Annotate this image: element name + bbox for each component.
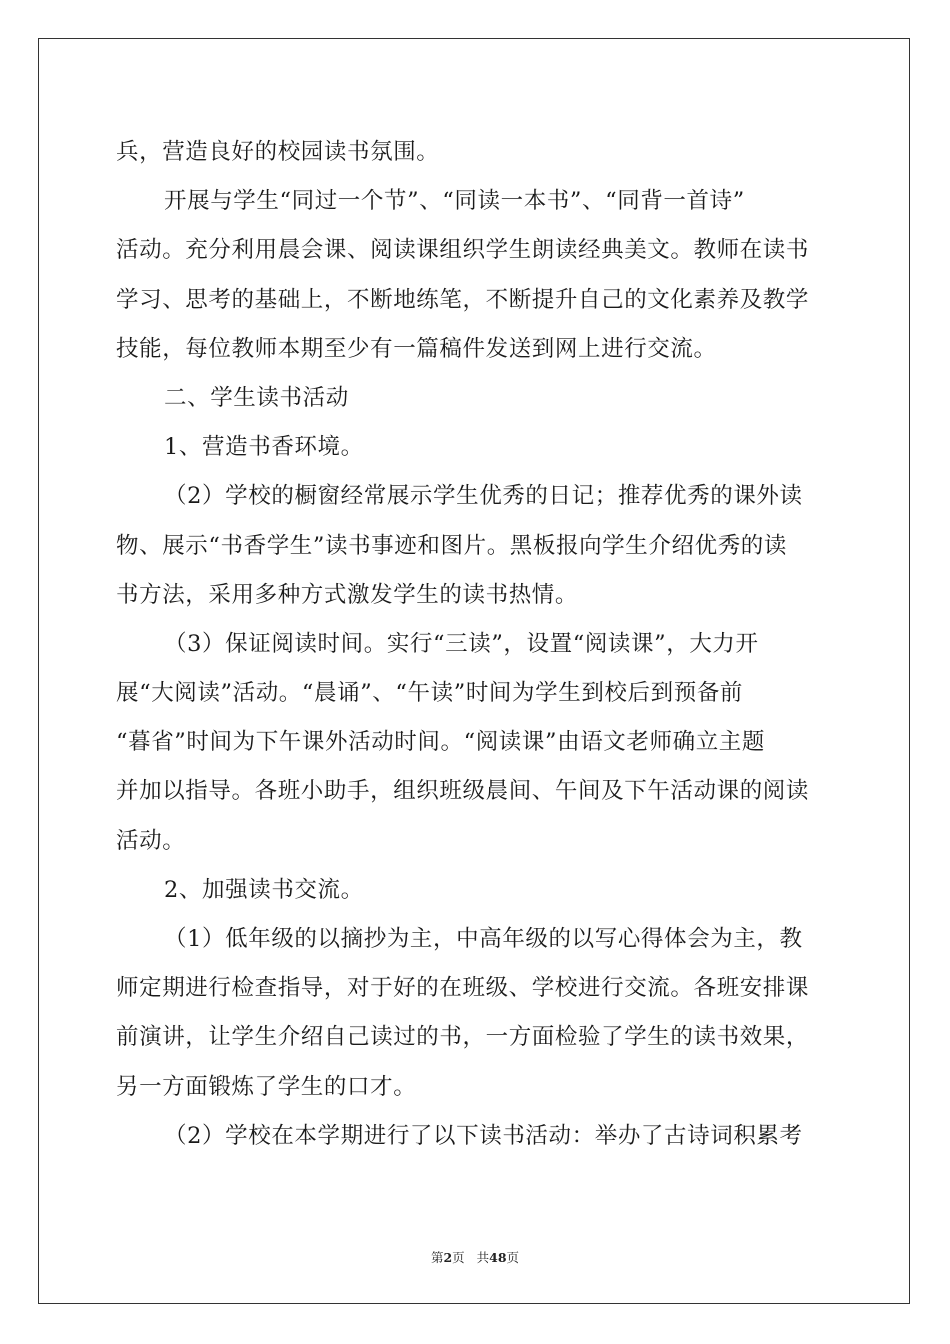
paragraph-line: 兵，营造良好的校园读书氛围。 [116, 139, 440, 165]
current-page-number: 2 [443, 1250, 453, 1265]
footer-total-suffix: 页 [506, 1250, 520, 1265]
paragraph-line: 物、展示“书香学生”读书事迹和图片。黑板报向学生介绍优秀的读 [116, 532, 788, 559]
paragraph-line: （2）学校在本学期进行了以下读书活动：举办了古诗词积累考 [164, 1122, 803, 1149]
paragraph-line: 另一方面锻炼了学生的口才。 [116, 1073, 417, 1100]
paragraph-line: （2）学校的橱窗经常展示学生优秀的日记；推荐优秀的课外读 [164, 483, 803, 510]
footer-page-suffix: 页 [452, 1250, 465, 1265]
paragraph-line: 展“大阅读”活动。“晨诵”、“午读”时间为学生到校后到预备前 [116, 680, 744, 707]
section-heading: 二、学生读书活动 [164, 384, 349, 411]
paragraph-line: 书方法，采用多种方式激发学生的读书热情。 [116, 581, 579, 608]
document-body [116, 128, 834, 1161]
paragraph-line: （3）保证阅读时间。实行“三读”，设置“阅读课”，大力开 [164, 630, 759, 657]
page-footer [0, 1248, 950, 1266]
paragraph-line: 学习、思考的基础上，不断地练笔，不断提升自己的文化素养及教学 [116, 286, 810, 313]
paragraph-line: （1）低年级的以摘抄为主，中高年级的以写心得体会为主，教 [164, 926, 803, 952]
paragraph-line: 前演讲，让学生介绍自己读过的书，一方面检验了学生的读书效果， [116, 1024, 810, 1051]
paragraph-line: 技能，每位教师本期至少有一篇稿件发送到网上进行交流。 [116, 335, 717, 362]
total-pages-number: 48 [489, 1250, 507, 1265]
paragraph-line: 并加以指导。各班小助手，组织班级晨间、午间及下午活动课的阅读 [116, 778, 810, 805]
subsection-heading: 1、营造书香环境。 [164, 434, 364, 461]
subsection-heading: 2、加强读书交流。 [164, 876, 364, 903]
footer-prefix: 第 [430, 1250, 444, 1265]
paragraph-line: 开展与学生“同过一个节”、“同读一本书”、“同背一首诗” [164, 188, 745, 215]
paragraph-line: 师定期进行检查指导，对于好的在班级、学校进行交流。各班安排课 [116, 975, 810, 1002]
paragraph-line: 活动。 [116, 827, 186, 854]
paragraph-line: “暮省”时间为下午课外活动时间。“阅读课”由语文老师确立主题 [116, 729, 766, 756]
footer-total-prefix: 共 [476, 1250, 490, 1265]
paragraph-line: 活动。充分利用晨会课、阅读课组织学生朗读经典美文。教师在读书 [116, 237, 810, 264]
